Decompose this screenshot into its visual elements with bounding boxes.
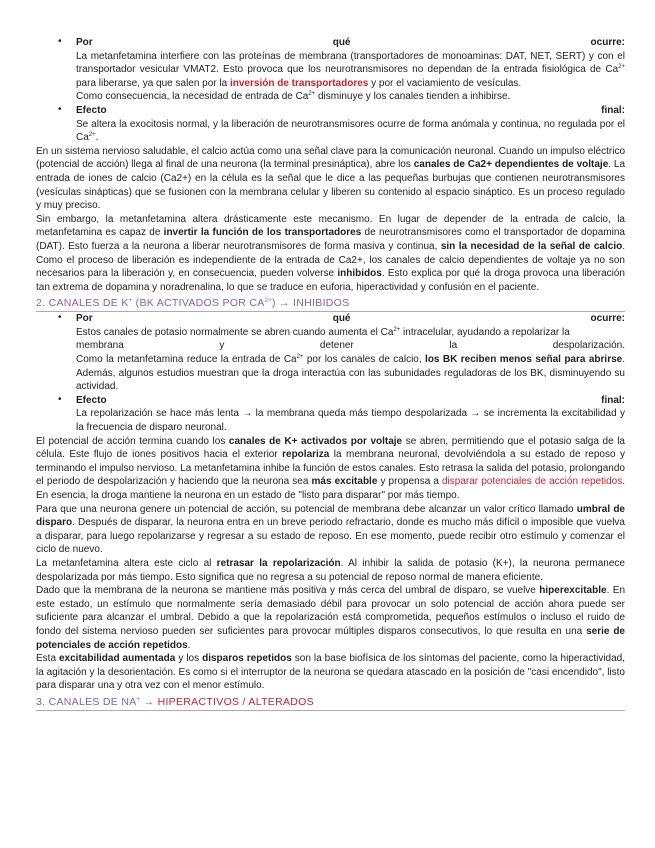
bullet-text: La repolarización se hace más lenta → la membrana queda más tiempo despolarizada → se incrementa la excitabilidad y la frecuencia de disparo neuronal.: [76, 408, 625, 434]
bullet-heading: Por qué ocurre:: [76, 313, 625, 325]
bullet-text: Estos canales de potasio normalmente se abren cuando aumenta el $Ca^{2+}$ intracelular, ayudando a repolarizar la: [76, 326, 570, 338]
bullet-text: Como consecuencia, la necesidad de entrada de $Ca^{2+}$ disminuye y los canales tienden a inhibirse.: [76, 91, 511, 103]
bullet-heading: Efecto final:: [76, 394, 625, 406]
paragraph: La metanfetamina altera este ciclo al retrasar la repolarización. Al inhibir la salida de potasio (K+), la neurona permanece despolarizada por más tiempo. Esto significa que no regresa a su potencial de reposo normal de manera eficiente.: [36, 557, 625, 583]
bullet-text: Se altera la exocitosis normal, y la liberación de neurotransmisores ocurre de forma anómala y continua, no regulada por el $Ca^{2+}$.: [76, 118, 625, 144]
paragraph: Sin embargo, la metanfetamina altera drásticamente este mecanismo. En lugar de depender de la entrada de calcio, la metanfetamina es capaz de invertir la función de los transportadores de neurotransmisores como el transportador de dopamina (DAT). Esto fuerza a la neurona a liberar neurotransmisores de forma masiva y continua, sin la necesidad de la señal de calcio. Como el proceso de liberación es independiente de la entrada de Ca2+, los canales de calcio dependientes de voltaje ya no son necesarios para la liberación y, en consecuencia, pueden volverse inhibidos. Esto explica por qué la droga provoca una liberación tan extrema de dopamina y noradrenalina, lo que se traduce en euforia, hiperactividad y confusión en el paciente.: [36, 213, 625, 293]
paragraph: En un sistema nervioso saludable, el calcio actúa como una señal clave para la comunicación neuronal. Cuando un impulso eléctrico (potencial de acción) llega al final de una neurona (la terminal presináptica), abre los canales de Ca2+ dependientes de voltaje. La entrada de iones de calcio (Ca2+) en la célula es la señal que le dice a las pequeñas burbujas que contienen neurotransmisores (vesículas sinápticas) que se fusionen con la membrana celular y liberen su contenido al espacio sináptico. Es un proceso regulado y muy preciso.: [36, 145, 626, 212]
section-heading-na-channels: 3. CANALES DE NA+ → HIPERACTIVOS / ALTERADOS: [36, 695, 625, 711]
bullet-dot: •: [58, 312, 62, 324]
bullet-dot: •: [58, 103, 62, 115]
highlight-red: HIPERACTIVOS / ALTERADOS: [157, 695, 314, 708]
bullet-text-spread: membrana y detener la despolarización.: [76, 340, 625, 352]
section-heading-k-channels: 2. CANALES DE K+ (BK ACTIVADOS POR $CA^{2+}$) → INHIBIDOS: [36, 296, 625, 312]
paragraph: El potencial de acción termina cuando los canales de K+ activados por voltaje se abren, permitiendo que el potasio salga de la célula. Este flujo de iones positivos hacia el exterior repolariza la membrana neuronal, devolviéndola a su estado de reposo y terminando el impulso nervioso. La metanfetamina inhibe la función de estos canales. Esto retrasa la salida del potasio, prolongando el periodo de despolarización y haciendo que la neurona sea más excitable y propensa a disparar potenciales de acción repetidos. En esencia, la droga mantiene la neurona en un estado de "listo para disparar" por más tiempo.: [36, 435, 626, 501]
bullet-heading: Por qué ocurre:: [76, 37, 625, 48]
paragraph: Dado que la membrana de la neurona se mantiene más positiva y más cerca del umbral de disparo, se vuelve hiperexcitable. En este estado, un estímulo que normalmente sería demasiado débil para provocar un solo potencial de acción ahora puede ser suficiente para alcanzar el umbral. Debido a que la repolarización está comprometida, pequeños estímulos o incluso el ruido de fondo del sistema nervioso pueden ser suficientes para provocar múltiples disparos consecutivos, lo que resulta en una serie de potenciales de acción repetidos.: [36, 585, 626, 651]
bullet-por-que-ocurre-2: [36, 312, 625, 394]
highlight-red: inversión de transportadores: [229, 77, 369, 89]
bullet-efecto-final-2: [36, 394, 625, 435]
paragraph: Esta excitabilidad aumentada y los disparos repetidos son la base biofísica de los síntomas del paciente, como la hiperactividad, la agitación y la desorientación. Es como si el interruptor de la neurona se quedara atascado en la posición de "casi encendido", listo para disparar una y otra vez con el menor estímulo.: [36, 653, 626, 692]
paragraph: Para que una neurona genere un potencial de acción, su potencial de membrana debe alcanzar un valor crítico llamado umbral de disparo. Después de disparar, la neurona entra en un breve periodo refractario, donde es mucho más difícil o imposible que vuelva a disparar, para luego repolarizarse y regresar a su estado de reposo. En ese momento, puede recibir otro estímulo y comenzar el ciclo de nuevo.: [36, 503, 625, 556]
bullet-efecto-final-1: [36, 104, 625, 145]
bullet-heading: Efecto final:: [76, 104, 625, 116]
bullet-por-que-ocurre-1: [36, 36, 625, 104]
bullet-text: Como la metanfetamina reduce la entrada de $Ca^{2+}$ por los canales de calcio, los BK reciben menos señal para abrirse. Además, algunos estudios muestran que la droga interactúa con las subunidades reguladoras de los BK, disminuyendo su actividad.: [76, 354, 625, 393]
bullet-dot: •: [58, 36, 62, 47]
highlight-red: disparar potenciales de acción repetidos: [442, 476, 623, 488]
bullet-text: La metanfetamina interfiere con las proteínas de membrana (transportadores de monoaminas: DAT, NET, SERT) y con el transportador vesicular VMAT2. Esto provoca que los neurotransmisores no dependan de la entrada fisiológica de $Ca^{2+}$ para liberarse, ya que salen por la inversión de transportadores y por el vaciamiento de vesículas.: [76, 50, 625, 89]
bullet-dot: •: [58, 393, 62, 405]
